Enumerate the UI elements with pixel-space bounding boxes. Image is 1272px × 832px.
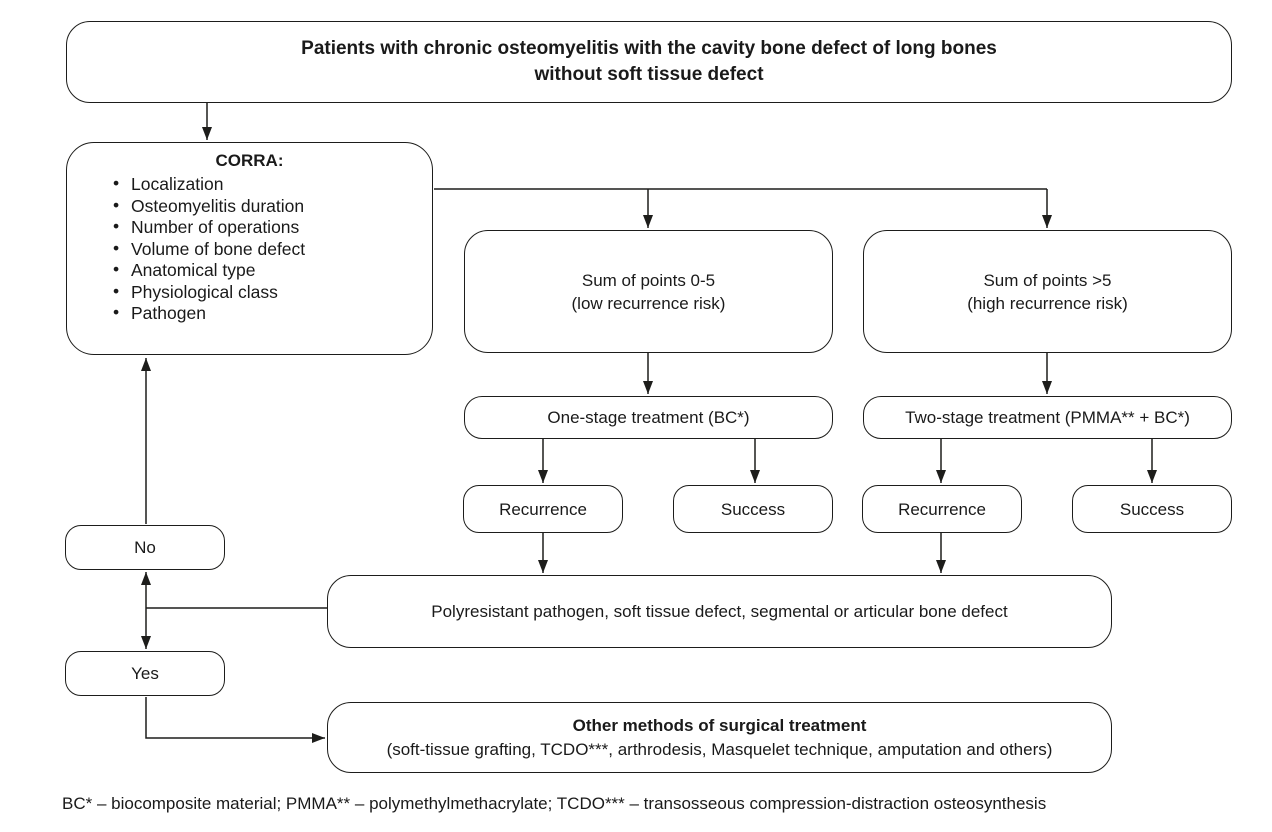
node-decision-yes [65, 651, 225, 696]
title-line1: Patients with chronic osteomyelitis with the cavity bone defect of long bones [301, 38, 997, 59]
recurrence1-label: Recurrence [499, 499, 587, 519]
two-stage-label: Two-stage treatment (PMMA** + BC*) [905, 408, 1190, 427]
node-recurrence-two-stage [862, 485, 1022, 533]
node-success-one-stage [673, 485, 833, 533]
one-stage-label: One-stage treatment (BC*) [547, 408, 750, 427]
node-decision-no [65, 525, 225, 570]
corra-item-physio-class: • Physiological class [113, 282, 432, 304]
node-recurrence-one-stage [463, 485, 623, 533]
yes-label: Yes [131, 664, 159, 683]
node-complication-criteria [327, 575, 1112, 648]
corra-item-defect-volume: • Volume of bone defect [113, 239, 432, 261]
title-line2: without soft tissue defect [534, 64, 764, 85]
high-risk-line1: Sum of points >5 [983, 270, 1112, 290]
other-methods-heading: Other methods of surgical treatment [572, 715, 867, 735]
abbreviations-footnote: BC* – biocomposite material; PMMA** – polymethylmethacrylate; TCDO*** – transosseous compression-distraction osteosynthesis [62, 794, 1047, 813]
recurrence2-label: Recurrence [898, 499, 986, 519]
success1-label: Success [720, 499, 786, 519]
node-corra [66, 142, 433, 355]
node-success-two-stage [1072, 485, 1232, 533]
node-two-stage-treatment [863, 396, 1232, 439]
corra-item-anatomical-type: • Anatomical type [113, 260, 432, 282]
arrow-yes-to-other-methods [146, 697, 325, 738]
node-high-risk [863, 230, 1232, 353]
corra-item-duration: • Osteomyelitis duration [113, 196, 432, 218]
low-risk-line1: Sum of points 0-5 [581, 270, 716, 290]
corra-heading: CORRA: [215, 151, 284, 170]
node-other-methods [327, 702, 1112, 773]
corra-item-operations: • Number of operations [113, 217, 432, 239]
corra-criteria-list [67, 174, 432, 325]
no-label: No [134, 538, 156, 557]
node-low-risk [464, 230, 833, 353]
low-risk-line2: (low recurrence risk) [571, 293, 726, 313]
node-patients-title [66, 21, 1232, 103]
corra-item-localization: • Localization [113, 174, 432, 196]
success2-label: Success [1119, 499, 1185, 519]
other-methods-detail: (soft-tissue grafting, TCDO***, arthrodesis, Masquelet technique, amputation and others) [386, 739, 1053, 759]
high-risk-line2: (high recurrence risk) [967, 293, 1128, 313]
complication-label: Polyresistant pathogen, soft tissue defect, segmental or articular bone defect [431, 602, 1008, 621]
corra-item-pathogen: • Pathogen [113, 303, 432, 325]
node-one-stage-treatment [464, 396, 833, 439]
